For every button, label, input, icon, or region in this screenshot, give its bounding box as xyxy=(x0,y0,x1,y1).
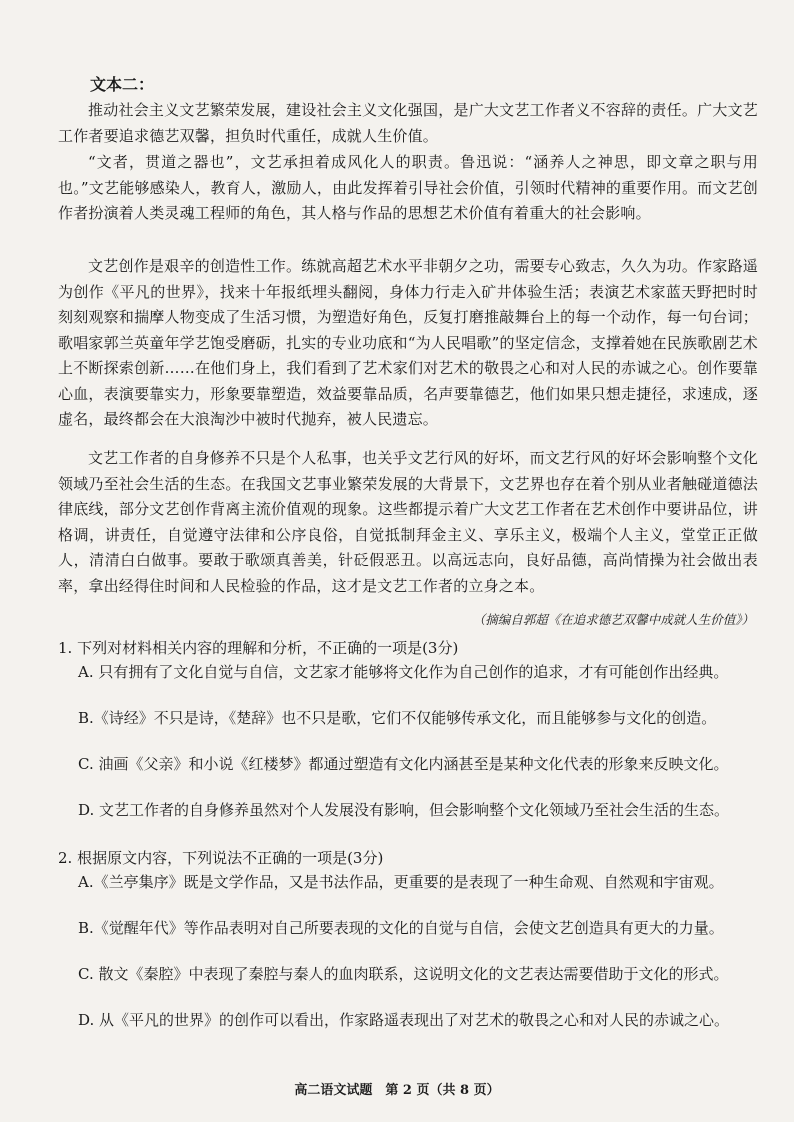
source-citation: （摘编自郭超《在追求德艺双馨中成就人生价值》） xyxy=(472,612,754,627)
question-1-option-c: C. 油画《父亲》和小说《红楼梦》都通过塑造有文化内涵甚至是某种文化代表的形象来反映文化。 xyxy=(78,755,729,773)
paragraph-1: 推动社会主义文艺繁荣发展，建设社会主义文化强国，是广大文艺工作者义不容辞的责任。广大文艺工作者要追求德艺双馨，担负时代重任，成就人生价值。 xyxy=(58,101,758,145)
question-2-option-b: B.《觉醒年代》等作品表明对自己所要表现的文化的自觉与自信，会使文艺创造具有更大的力量。 xyxy=(78,919,724,937)
paragraph-4: 文艺工作者的自身修养不只是个人私事，也关乎文艺行风的好坏，而文艺行风的好坏会影响整个文化领域乃至社会生活的生态。在我国文艺事业繁荣发展的大背景下，文艺界也存在着个别从业者触碰道德法律底线，部分文艺创作背离主流价值观的现象。这些都提示着广大文艺工作者在艺术创作中要讲品位，讲格调，讲责任，自觉遵守法律和公序良俗，自觉抵制拜金主义、享乐主义，极端个人主义，堂堂正正做人，清清白白做事。要敢于歌颂真善美，针砭假恶丑。以高远志向，良好品德，高尚情操为社会做出表率，拿出经得住时间和人民检验的作品，这才是文艺工作者的立身之本。 xyxy=(58,449,758,595)
question-2-stem: 2. 根据原文内容，下列说法不正确的一项是(3分) xyxy=(58,849,384,867)
question-1-option-d: D. 文艺工作者的自身修养虽然对个人发展没有影响，但会影响整个文化领域乃至社会生活的生态。 xyxy=(78,801,730,819)
paragraph-3: 文艺创作是艰辛的创造性工作。练就高超艺术水平非朝夕之功，需要专心致志，久久为功。作家路遥为创作《平凡的世界》，找来十年报纸埋头翻阅，身体力行走入矿井体验生活；表演艺术家蓝天野把时时刻刻观察和揣摩人物变成了生活习惯，为塑造好角色，反复打磨推敲舞台上的每一个动作，每一句台词；歌唱家郭兰英童年学艺饱受磨砺，扎实的专业功底和“为人民唱歌”的坚定信念，支撑着她在民族歌剧艺术上不断探索创新……在他们身上，我们看到了艺术家们对艺术的敬畏之心和对人民的赤诚之心。创作要靠心血，表演要靠实力，形象要靠塑造，效益要靠品质，名声要靠德艺，他们如果只想走捷径，求速成，逐虚名，最终都会在大浪淘沙中被时代抛弃，被人民遗忘。 xyxy=(58,257,758,428)
paragraph-2: “文者，贯道之器也”，文艺承担着成风化人的职责。鲁迅说：“涵养人之神思，即文章之职与用也。”文艺能够感染人，教育人，激励人，由此发挥着引导社会价值，引领时代精神的重要作用。而文艺创作者扮演着人类灵魂工程师的角色，其人格与作品的思想艺术价值有着重大的社会影响。 xyxy=(58,153,758,222)
text-two-heading: 文本二： xyxy=(90,75,155,94)
question-2-option-c: C. 散文《秦腔》中表现了秦腔与秦人的血肉联系，这说明文化的文艺表达需要借助于文化的形式。 xyxy=(78,965,729,983)
page-footer: 高二语文试题 第 2 页（共 8 页） xyxy=(294,1083,500,1098)
question-2-option-d: D. 从《平凡的世界》的创作可以看出，作家路遥表现出了对艺术的敬畏之心和对人民的赤诚之心。 xyxy=(78,1011,730,1029)
question-1-option-a: A. 只有拥有了文化自觉与自信，文艺家才能够将文化作为自己创作的追求，才有可能创作出经典。 xyxy=(78,663,729,681)
question-1-stem: 1. 下列对材料相关内容的理解和分析，不正确的一项是(3分) xyxy=(58,639,459,657)
question-2-option-a: A.《兰亭集序》既是文学作品，又是书法作品，更重要的是表现了一种生命观、自然观和宇宙观。 xyxy=(78,873,724,891)
question-1-option-b: B.《诗经》不只是诗，《楚辞》也不只是歌，它们不仅能够传承文化，而且能够参与文化的创造。 xyxy=(78,709,717,727)
